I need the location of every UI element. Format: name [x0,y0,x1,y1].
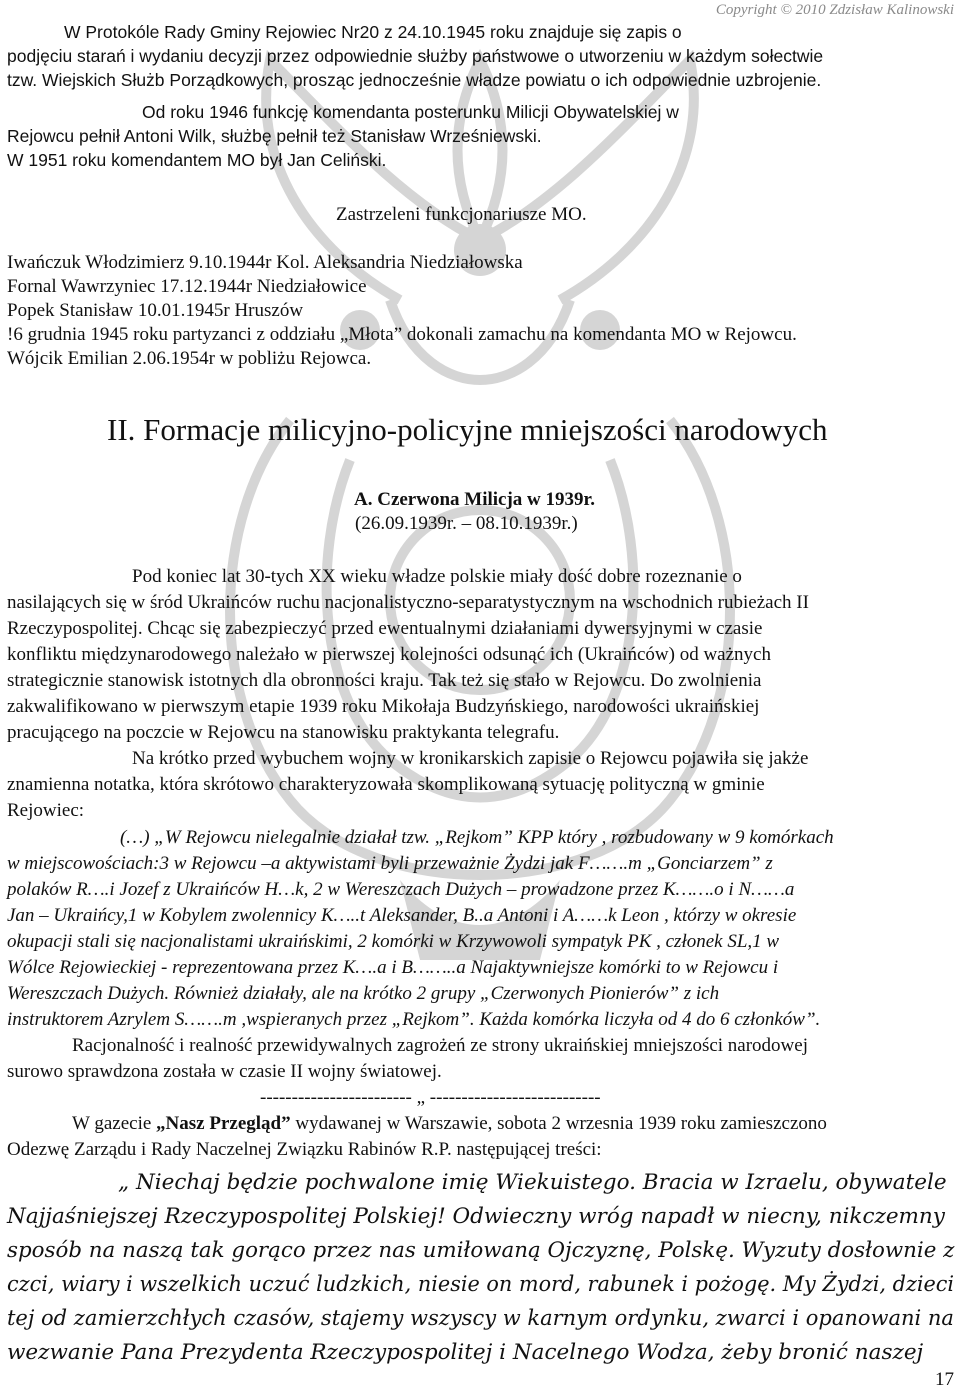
text-line: Fornal Wawrzyniec 17.12.1944r Niedziałowice [7,276,367,297]
quote-line: w miejscowościach:3 w Rejowcu –a aktywistami byli przeważnie Żydzi jak F…….m „Gonciarzem” z [7,853,773,874]
appeal-line: czci, wiary i wszelkich uczuć ludzkich, niesie on mord, rabunek i pożogę. My Żydzi, dzieci [7,1272,955,1297]
text-fragment: wydawanej w Warszawie, sobota 2 wrzesnia 1939 roku zamieszczono [295,1113,827,1134]
text-line: konfliktu międzynarodowego należało w pierwszej kolejności odsunąć ich (Ukraińców) od ważnych [7,644,771,665]
appeal-line: „ Niechaj będzie pochwalone imię Wiekuistego. Bracia w Izraelu, obywatele [118,1170,947,1195]
text-line [72,1114,827,1133]
text-line: Pod koniec lat 30-tych XX wieku władze polskie miały dość dobre rozeznanie o [132,566,742,587]
separator-line: ------------------------ „ --------------------------- [260,1087,601,1108]
text-line: surowo sprawdzona została w czasie II wojny światowej. [7,1061,442,1082]
text-line: Popek Stanisław 10.01.1945r Hruszów [7,300,304,321]
page-number: 17 [935,1369,954,1390]
quote-line: Jan – Ukraińcy,1 w Kobylem zwolennicy K…..t Aleksander, B..a Antoni i A……k Leon , którzy w okresie [7,905,797,926]
quote-line: okupacji stali się nacjonalistami ukraińskimi, 2 komórki w Krzywowoli sympatyk PK , członek SL,1 w [7,931,780,952]
chapter-heading: II. Formacje milicyjno-policyjne mniejszości narodowych [107,412,828,447]
text-line: Racjonalność i realność przewidywalnych zagrożeń ze strony ukraińskiej mniejszości narodowej [72,1035,808,1056]
text-line: Rejowiec: [7,800,85,821]
text-line: Na krótko przed wybuchem wojny w kronikarskich zapisie o Rejowcu pojawiła się jakże [132,748,809,769]
text-line: Rzeczypospolitej. Chcąc się zabezpieczyć przed ewentualnymi działaniami dywersyjnymi w czasie [7,618,763,639]
appeal-line: tej od zamierzchłych czasów, stajemy wszyscy w karnym ordynku, zwarci i opanowani na [7,1306,954,1331]
appeal-line: wezwanie Pana Prezydenta Rzeczypospolitej i Nacelnego Wodza, żeby bronić naszej [7,1340,924,1365]
quote-line: (…) „W Rejowcu nielegalnie działał tzw. „Rejkom” KPP który , rozbudowany w 9 komórkach [120,827,834,848]
text-line: Od roku 1946 funkcję komendanta posterunku Milicji Obywatelskiej w [142,102,679,122]
text-line: nasilających się w śród Ukraińców ruchu nacjonalistyczno-separatystycznym na wschodnich rubieżach II [7,592,809,613]
text-line: strategicznie stanowisk istotnych dla obronności kraju. Tak też się stało w Rejowcu. Do zwolnienia [7,670,762,691]
text-line: pracującego na poczcie w Rejowcu na stanowisku praktykanta telegrafu. [7,722,560,743]
text-line: Wójcik Emilian 2.06.1954r w pobliżu Rejowca. [7,348,372,369]
text-line: Rejowcu pełnił Antoni Wilk, służbę pełnił też Stanisław Wrześniewski. [7,126,542,146]
quote-line: Wereszczach Dużych. Również działały, ale na krótko 2 grupy „Czerwonych Pionierów” z ich [7,983,720,1004]
section-heading: A. Czerwona Milicja w 1939r. [354,489,595,510]
text-line: znamienna notatka, która skrótowo charakteryzowała skomplikowaną sytuację polityczną w gminie [7,774,765,795]
quote-line: polaków R….i Jozef z Ukraińców H…k, 2 w Wereszczach Dużych – prowadzone przez K…….o i N……a [7,879,795,900]
text-line: !6 grudnia 1945 roku partyzanci z oddziału „Młota” dokonali zamachu na komendanta MO w Rejowcu. [7,324,797,345]
text-line: tzw. Wiejskich Służb Porządkowych, prosząc jednocześnie władze powiatu o ich odpowiednie uzbrojenie. [7,70,822,90]
appeal-line: sposób na naszą tak gorąco przez nas umiłowaną Ojczyznę, Polskę. Wyzuty dosłownie z [7,1238,955,1263]
date-range: (26.09.1939r. – 08.10.1939r.) [355,513,578,534]
text-line: W 1951 roku komendantem MO był Jan Celiński. [7,150,387,170]
text-line: W Protokóle Rady Gminy Rejowiec Nr20 z 24.10.1945 roku znajduje się zapis o [64,22,682,42]
quote-line: instruktorem Azrylem S…….m ,wspieranych przez „Rejkom”. Każda komórka liczyła od 4 do 6 członków”. [7,1009,821,1030]
copyright-notice: Copyright © 2010 Zdzisław Kalinowski [715,2,954,18]
text-line: zakwalifikowano w pierwszym etapie 1939 roku Mikołaja Budzyńskiego, narodowości ukraińskiej [7,696,760,717]
text-fragment: W gazecie [72,1113,152,1134]
text-line: Odezwę Zarządu i Rady Naczelnej Związku Rabinów R.P. następującej treści: [7,1139,602,1160]
text-line: Iwańczuk Włodzimierz 9.10.1944r Kol. Aleksandria Niedziałowska [7,252,523,273]
appeal-line: Najjaśniejszej Rzeczypospolitej Polskiej! Odwieczny wróg napadł w niecny, nikczemny [7,1204,945,1229]
quote-line: Wólce Rejowieckiej - reprezentowana przez K….a i B……..a Najaktywniejsze komórki to w Rejowcu i [7,957,779,978]
section-subheading: Zastrzeleni funkcjonariusze MO. [336,204,587,225]
text-line: podjęciu starań i wydaniu decyzji przez odpowiednie służby państwowe o utworzeniu w każdym sołectwie [7,46,824,66]
newspaper-title: „Nasz Przegląd” [156,1113,291,1134]
